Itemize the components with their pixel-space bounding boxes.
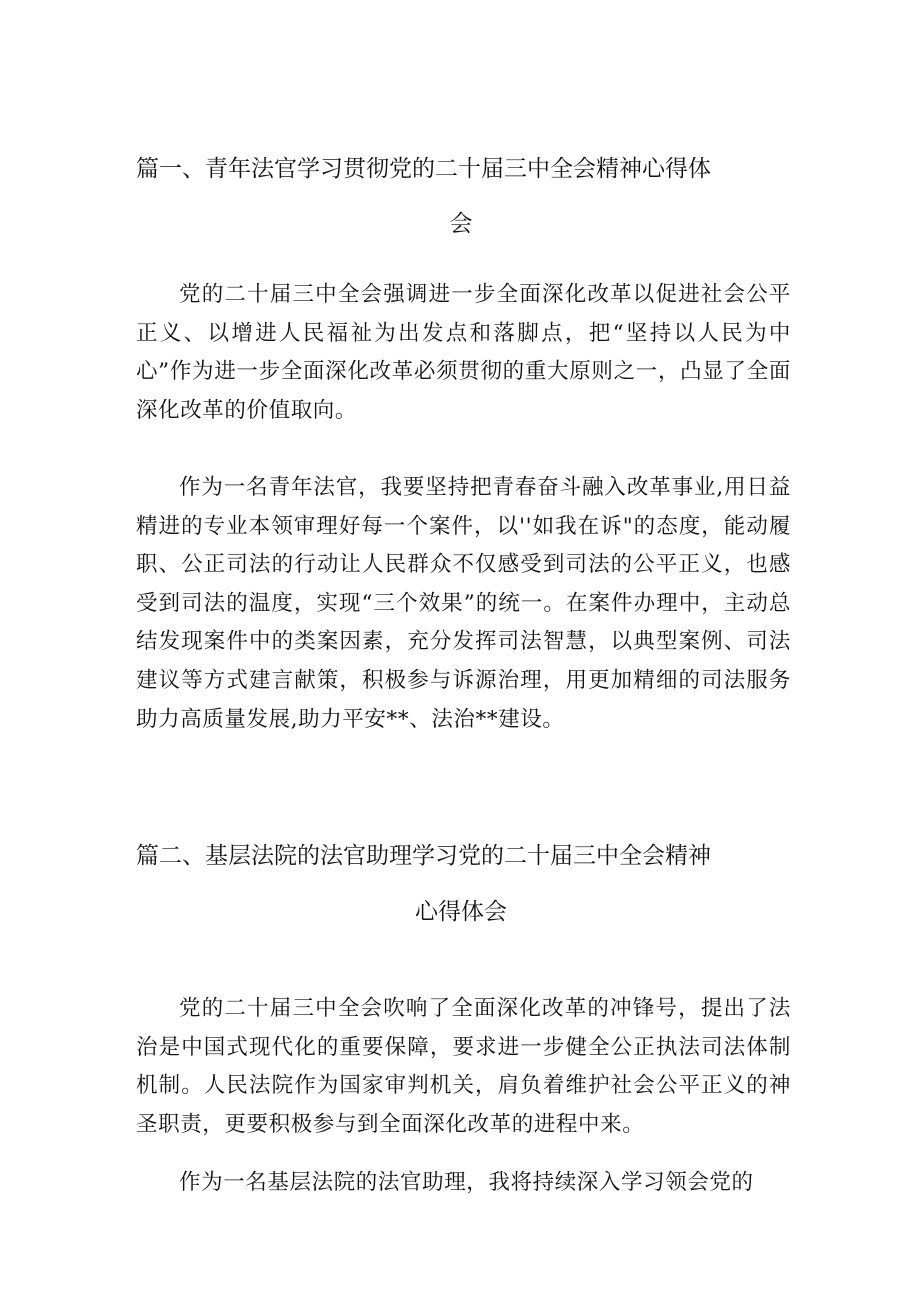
section2-title-line1: 篇二、基层法院的法官助理学习党的二十届三中全会精神: [136, 843, 711, 869]
section1-paragraph-2: 作为一名青年法官，我要坚持把青春奋斗融入改革事业,用日益精进的专业本领审理好每一个案件，以''如我在诉"的态度，能动履职、公正司法的行动让人民群众不仅感受到司法的公平正义，也感受到司法的温度，实现“三个效果”的统一。在案件办理中，主动总结发现案件中的类案因素，充分发挥司法智慧，以典型案例、司法建议等方式建言献策，积极参与诉源治理，用更加精细的司法服务助力高质量发展,助力平安**、法治**建设。: [136, 475, 791, 732]
section2-paragraph-1: 党的二十届三中全会吹响了全面深化改革的冲锋号，提出了法治是中国式现代化的重要保障，要求进一步健全公正执法司法体制机制。人民法院作为国家审判机关，肩负着维护社会公平正义的神圣职责，更要积极参与到全面深化改革的进程中来。: [136, 996, 791, 1137]
section1-title-line1: 篇一、青年法官学习贯彻党的二十届三中全会精神心得体: [136, 156, 711, 182]
section1-paragraph-1: 党的二十届三中全会强调进一步全面深化改革以促进社会公平正义、以增进人民福祉为出发点和落脚点，把“坚持以人民为中心”作为进一步全面深化改革必须贯彻的重大原则之一，凸显了全面深化改革的价值取向。: [136, 282, 791, 423]
section2-paragraph-2: 作为一名基层法院的法官助理，我将持续深入学习领会党的: [179, 1170, 754, 1195]
section1-title-line2: 会: [449, 211, 473, 237]
section2-title-line2: 心得体会: [415, 899, 507, 925]
